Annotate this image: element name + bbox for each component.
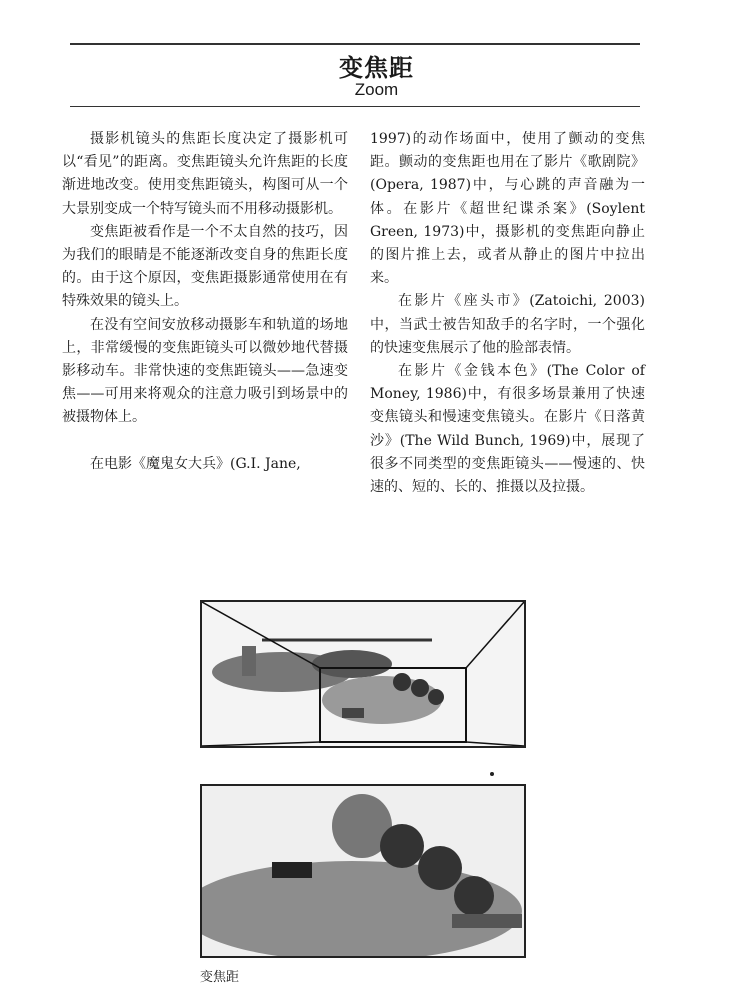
chapter-title: 变焦距 <box>339 54 414 82</box>
right-text-column <box>370 128 645 499</box>
paragraph: 在没有空间安放移动摄影车和轨道的场地上，非常缓慢的变焦距镜头可以微妙地代替摄影移动车。非常快速的变焦距镜头——急速变焦——可用来将观众的注意力吸引到场景中的被摄物体上。 <box>62 316 348 426</box>
left-text-column <box>62 128 348 476</box>
paragraph: 1997)的动作场面中，使用了颤动的变焦距。颤动的变焦距也用在了影片《歌剧院》(Opera, 1987)中，与心跳的声音融为一体。在影片《超世纪谍杀案》(Soylent Green, 1973)中，摄影机的变焦距向静止的图片推上去，或者从静止的图片中拉出来。 <box>370 131 645 287</box>
page-dot <box>490 772 494 776</box>
paragraph: 摄影机镜头的焦距长度决定了摄影机可以“看见”的距离。变焦距镜头允许焦距的长度渐进地改变。使用变焦距镜头，构图可从一个大景别变成一个特写镜头而不用移动摄影机。 <box>62 131 348 217</box>
helicopter-wide-illustration <box>202 602 524 746</box>
paragraph: 在电影《魔鬼女大兵》(G.I. Jane, <box>90 455 301 472</box>
title-rule <box>70 106 640 107</box>
zoom-diagram-wide <box>200 600 526 748</box>
paragraph: 变焦距被看作是一个不太自然的技巧，因为我们的眼睛是不能逐渐改变自身的焦距长度的。由于这个原因，变焦距摄影通常使用在有特殊效果的镜头上。 <box>62 223 348 310</box>
chapter-subtitle: Zoom <box>354 80 399 99</box>
zoom-diagram-close <box>200 784 526 958</box>
helicopter-closeup-illustration <box>202 786 524 956</box>
top-rule <box>70 43 640 45</box>
figure-caption: 变焦距 <box>200 970 240 985</box>
paragraph: 在影片《金钱本色》(The Color of Money, 1986)中，有很多场景兼用了快速变焦镜头和慢速变焦镜头。在影片《日落黄沙》(The Wild Bunch, 1969)中，展现了很多不同类型的变焦距镜头——慢速的、快速的、短的、长的、推摄以及拉摄。 <box>370 363 645 496</box>
paragraph: 在影片《座头市》(Zatoichi, 2003)中，当武士被告知敌手的名字时，一个强化的快速变焦展示了他的脸部表情。 <box>370 293 645 356</box>
